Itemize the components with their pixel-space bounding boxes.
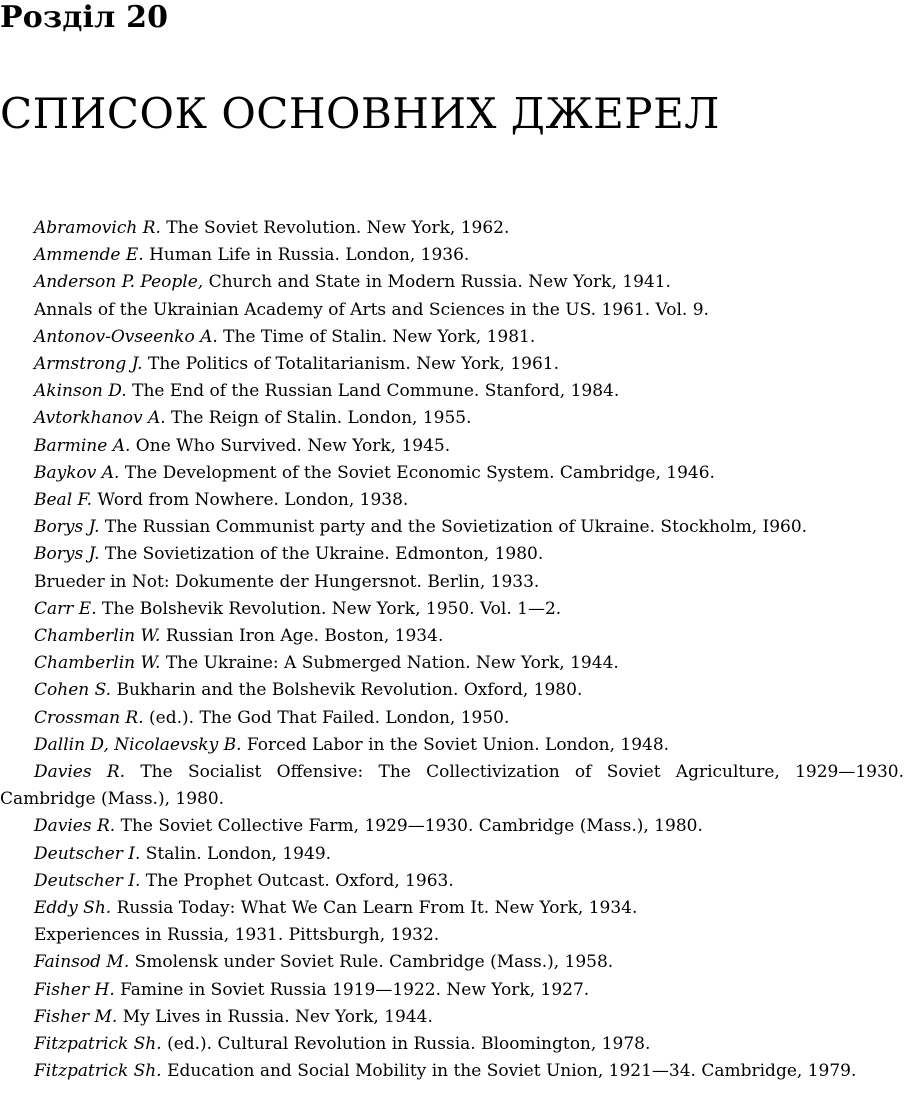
chapter-label: Розділ 20 — [0, 0, 169, 35]
entry-text: The Ukraine: A Submerged Nation. New York, 1944. — [160, 653, 619, 674]
entry-text: Forced Labor in the Soviet Union. London, 1948. — [241, 734, 670, 755]
bibliography-entry — [0, 650, 904, 677]
entry-text: (ed.). The God That Failed. London, 1950. — [143, 707, 510, 728]
entry-text: The Soviet Collective Farm, 1929—1930. Cambridge (Mass.), 1980. — [115, 816, 703, 837]
entry-text: The Socialist Offensive: The Collectivization of Soviet Agriculture, 1929—1930. Cambridge (Mass.), 1980. — [0, 762, 904, 810]
entry-author: Crossman R. — [34, 707, 144, 728]
entry-text: The Russian Communist party and the Sovietization of Ukraine. Stockholm, I960. — [99, 517, 808, 538]
entry-text: Famine in Soviet Russia 1919—1922. New York, 1927. — [114, 979, 590, 1000]
bibliography-entry — [0, 433, 904, 460]
entry-text: Church and State in Modern Russia. New York, 1941. — [203, 272, 671, 293]
bibliography-entry — [0, 596, 904, 623]
entry-author: Deutscher I. — [34, 843, 141, 864]
entry-author: Ammende E. — [34, 245, 144, 266]
entry-author: Fitzpatrick Sh. — [34, 1061, 162, 1082]
bibliography-entry — [0, 677, 904, 704]
entry-author: Cohen S. — [34, 680, 112, 701]
bibliography-entry — [0, 623, 904, 650]
entry-author: Akinson D. — [34, 381, 127, 402]
bibliography-entry — [0, 895, 904, 922]
entry-text: The Time of Stalin. New York, 1981. — [217, 326, 536, 347]
entry-text: The Bolshevik Revolution. New York, 1950. Vol. 1—2. — [96, 598, 562, 619]
bibliography-entry — [0, 922, 904, 949]
bibliography-entry — [0, 569, 904, 596]
entry-text: The End of the Russian Land Commune. Stanford, 1984. — [126, 381, 620, 402]
entry-author: Deutscher I. — [34, 870, 141, 891]
entry-author: Fisher M. — [34, 1006, 118, 1027]
bibliography-list — [0, 215, 904, 1086]
entry-author: Borys J. — [34, 517, 100, 538]
entry-author: Eddy Sh. — [34, 898, 112, 919]
bibliography-entry — [0, 1004, 904, 1031]
entry-text: Word from Nowhere. London, 1938. — [92, 490, 409, 511]
bibliography-entry — [0, 841, 904, 868]
entry-author: Avtorkhanov A. — [34, 408, 166, 429]
bibliography-entry — [0, 324, 904, 351]
entry-text: Smolensk under Soviet Rule. Cambridge (Mass.), 1958. — [129, 952, 614, 973]
entry-author: Davies R. — [34, 816, 116, 837]
entry-text: Annals of the Ukrainian Academy of Arts and Sciences in the US. 1961. Vol. 9. — [34, 299, 709, 320]
entry-text: The Politics of Totalitarianism. New York, 1961. — [142, 354, 560, 375]
entry-author: Chamberlin W. — [34, 653, 161, 674]
bibliography-entry — [0, 977, 904, 1004]
entry-author: Borys J. — [34, 544, 100, 565]
bibliography-entry — [0, 351, 904, 378]
bibliography-entry — [0, 813, 904, 840]
entry-author: Barmine A. — [34, 435, 131, 456]
entry-text: Brueder in Not: Dokumente der Hungersnot. Berlin, 1933. — [34, 571, 540, 592]
bibliography-entry — [0, 759, 904, 813]
entry-author: Chamberlin W. — [34, 626, 161, 647]
bibliography-entry — [0, 405, 904, 432]
bibliography-entry — [0, 949, 904, 976]
entry-text: The Reign of Stalin. London, 1955. — [165, 408, 472, 429]
entry-text: Education and Social Mobility in the Soviet Union, 1921—34. Cambridge, 1979. — [161, 1061, 857, 1082]
bibliography-entry — [0, 215, 904, 242]
entry-text: (ed.). Cultural Revolution in Russia. Bloomington, 1978. — [161, 1034, 651, 1055]
bibliography-entry — [0, 514, 904, 541]
entry-text: Russian Iron Age. Boston, 1934. — [160, 626, 444, 647]
entry-author: Davies R. — [34, 762, 126, 783]
entry-text: Russia Today: What We Can Learn From It. New York, 1934. — [111, 898, 638, 919]
bibliography-entry — [0, 460, 904, 487]
entry-text: The Development of the Soviet Economic System. Cambridge, 1946. — [119, 462, 715, 483]
bibliography-entry — [0, 1058, 904, 1085]
entry-author: Armstrong J. — [34, 354, 143, 375]
entry-text: The Sovietization of the Ukraine. Edmonton, 1980. — [99, 544, 544, 565]
entry-author: Dallin D, Nicolaevsky B. — [34, 734, 242, 755]
entry-text: Human Life in Russia. London, 1936. — [143, 245, 470, 266]
entry-author: Beal F. — [34, 490, 93, 511]
entry-author: Abramovich R. — [34, 218, 161, 238]
entry-author: Fainsod M. — [34, 952, 130, 973]
bibliography-entry — [0, 541, 904, 568]
entry-author: Carr E. — [34, 598, 97, 619]
bibliography-entry — [0, 269, 904, 296]
bibliography-entry — [0, 868, 904, 895]
bibliography-entry — [0, 1031, 904, 1058]
entry-text: The Prophet Outcast. Oxford, 1963. — [140, 870, 454, 891]
bibliography-entry — [0, 705, 904, 732]
bibliography-entry — [0, 378, 904, 405]
entry-author: Antonov-Ovseenko A. — [34, 326, 218, 347]
entry-author: Fitzpatrick Sh. — [34, 1034, 162, 1055]
entry-author: Baykov A. — [34, 462, 120, 483]
entry-author: Fisher H. — [34, 979, 115, 1000]
entry-text: Bukharin and the Bolshevik Revolution. Oxford, 1980. — [111, 680, 583, 701]
entry-text: One Who Survived. New York, 1945. — [130, 435, 451, 456]
entry-text: The Soviet Revolution. New York, 1962. — [160, 218, 510, 238]
entry-author: Anderson P. People, — [34, 272, 204, 293]
bibliography-entry — [0, 297, 904, 324]
bibliography-entry — [0, 732, 904, 759]
entry-text: Stalin. London, 1949. — [140, 843, 332, 864]
entry-text: Experiences in Russia, 1931. Pittsburgh, 1932. — [34, 925, 440, 946]
chapter-title: СПИСОК ОСНОВНИХ ДЖЕРЕЛ — [0, 89, 720, 138]
bibliography-entry — [0, 242, 904, 269]
bibliography-entry — [0, 487, 904, 514]
entry-text: My Lives in Russia. Nev York, 1944. — [117, 1006, 433, 1027]
